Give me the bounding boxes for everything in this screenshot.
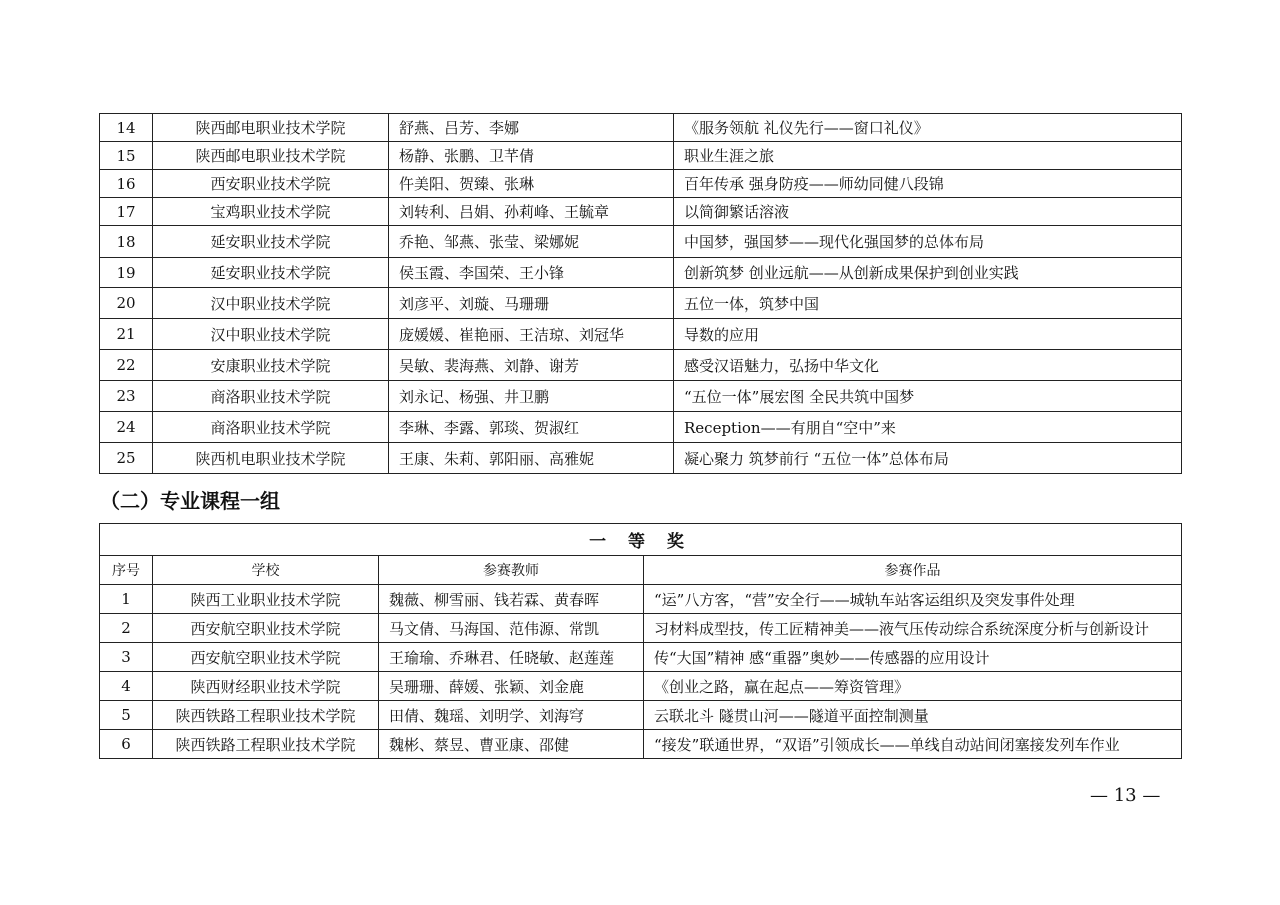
work-title-cell: 传“大国”精神 感“重器”奥妙——传感器的应用设计 — [644, 643, 1182, 672]
results-table-body — [100, 585, 1182, 759]
teachers-cell: 王瑜瑜、乔琳君、任晓敏、赵莲莲 — [379, 643, 644, 672]
teachers-cell: 侯玉霞、李国荣、王小锋 — [389, 258, 674, 288]
row-number: 15 — [100, 142, 153, 170]
work-title-cell: 凝心聚力 筑梦前行 “五位一体”总体布局 — [674, 443, 1182, 474]
school-cell: 延安职业技术学院 — [153, 258, 389, 288]
work-title-cell: 创新筑梦 创业远航——从创新成果保护到创业实践 — [674, 258, 1182, 288]
work-title-cell: 导数的应用 — [674, 319, 1182, 350]
row-number: 1 — [100, 585, 153, 614]
work-title-cell: 《服务领航 礼仪先行——窗口礼仪》 — [674, 114, 1182, 142]
work-title-cell: “五位一体”展宏图 全民共筑中国梦 — [674, 381, 1182, 412]
row-number: 3 — [100, 643, 153, 672]
table-row — [100, 319, 1182, 350]
table-row — [100, 170, 1182, 198]
teachers-cell: 魏彬、蔡昱、曹亚康、邵健 — [379, 730, 644, 759]
teachers-cell: 田倩、魏瑶、刘明学、刘海穹 — [379, 701, 644, 730]
row-number: 2 — [100, 614, 153, 643]
school-cell: 延安职业技术学院 — [153, 226, 389, 258]
school-cell: 陕西邮电职业技术学院 — [153, 142, 389, 170]
professional-course-group1-table — [99, 523, 1182, 759]
header-work: 参赛作品 — [644, 556, 1182, 585]
teachers-cell: 李琳、李露、郭琰、贺淑红 — [389, 412, 674, 443]
teachers-cell: 乔艳、邹燕、张莹、梁娜妮 — [389, 226, 674, 258]
teachers-cell: 魏薇、柳雪丽、钱若霖、黄春晖 — [379, 585, 644, 614]
teachers-cell: 庞媛媛、崔艳丽、王洁琼、刘冠华 — [389, 319, 674, 350]
work-title-cell: 云联北斗 隧贯山河——隧道平面控制测量 — [644, 701, 1182, 730]
school-cell: 陕西财经职业技术学院 — [153, 672, 379, 701]
table-row — [100, 643, 1182, 672]
school-cell: 陕西铁路工程职业技术学院 — [153, 701, 379, 730]
row-number: 25 — [100, 443, 153, 474]
work-title-cell: 感受汉语魅力，弘扬中华文化 — [674, 350, 1182, 381]
teachers-cell: 吴敏、裴海燕、刘静、谢芳 — [389, 350, 674, 381]
table-row — [100, 288, 1182, 319]
row-number: 20 — [100, 288, 153, 319]
table-row — [100, 672, 1182, 701]
row-number: 19 — [100, 258, 153, 288]
work-title-cell: “运”八方客，“营”安全行——城轨车站客运组织及突发事件处理 — [644, 585, 1182, 614]
school-cell: 陕西邮电职业技术学院 — [153, 114, 389, 142]
teachers-cell: 吴珊珊、薛媛、张颖、刘金鹿 — [379, 672, 644, 701]
table-row — [100, 198, 1182, 226]
row-number: 21 — [100, 319, 153, 350]
school-cell: 西安航空职业技术学院 — [153, 614, 379, 643]
header-school: 学校 — [153, 556, 379, 585]
row-number: 22 — [100, 350, 153, 381]
table-row — [100, 443, 1182, 474]
results-table-body — [100, 114, 1182, 474]
school-cell: 西安职业技术学院 — [153, 170, 389, 198]
table-row — [100, 701, 1182, 730]
header-num: 序号 — [100, 556, 153, 585]
teachers-cell: 刘彦平、刘璇、马珊珊 — [389, 288, 674, 319]
school-cell: 汉中职业技术学院 — [153, 288, 389, 319]
header-teachers: 参赛教师 — [379, 556, 644, 585]
teachers-cell: 舒燕、吕芳、李娜 — [389, 114, 674, 142]
school-cell: 陕西铁路工程职业技术学院 — [153, 730, 379, 759]
work-title-cell: 五位一体，筑梦中国 — [674, 288, 1182, 319]
row-number: 17 — [100, 198, 153, 226]
work-title-cell: Reception——有朋自“空中”来 — [674, 412, 1182, 443]
work-title-cell: 百年传承 强身防疫——师幼同健八段锦 — [674, 170, 1182, 198]
teachers-cell: 马文倩、马海国、范伟源、常凯 — [379, 614, 644, 643]
teachers-cell: 王康、朱莉、郭阳丽、高雅妮 — [389, 443, 674, 474]
row-number: 6 — [100, 730, 153, 759]
row-number: 16 — [100, 170, 153, 198]
table-row — [100, 114, 1182, 142]
school-cell: 商洛职业技术学院 — [153, 381, 389, 412]
section-heading: （二）专业课程一组 — [100, 489, 280, 513]
table-row — [100, 412, 1182, 443]
table-row — [100, 585, 1182, 614]
row-number: 14 — [100, 114, 153, 142]
table-row — [100, 614, 1182, 643]
work-title-cell: “接发”联通世界，“双语”引领成长——单线自动站间闭塞接发列车作业 — [644, 730, 1182, 759]
row-number: 4 — [100, 672, 153, 701]
row-number: 5 — [100, 701, 153, 730]
table-header-row — [100, 556, 1182, 585]
table-row — [100, 226, 1182, 258]
table-row — [100, 381, 1182, 412]
school-cell: 商洛职业技术学院 — [153, 412, 389, 443]
table-row — [100, 350, 1182, 381]
school-cell: 陕西工业职业技术学院 — [153, 585, 379, 614]
row-number: 24 — [100, 412, 153, 443]
school-cell: 宝鸡职业技术学院 — [153, 198, 389, 226]
award-title: 一 等 奖 — [100, 524, 1182, 556]
page-number: — 13 — — [1090, 785, 1161, 806]
table-row — [100, 258, 1182, 288]
school-cell: 汉中职业技术学院 — [153, 319, 389, 350]
teachers-cell: 仵美阳、贺臻、张琳 — [389, 170, 674, 198]
work-title-cell: 习材料成型技，传工匠精神美——液气压传动综合系统深度分析与创新设计 — [644, 614, 1182, 643]
work-title-cell: 中国梦，强国梦——现代化强国梦的总体布局 — [674, 226, 1182, 258]
row-number: 18 — [100, 226, 153, 258]
teachers-cell: 刘永记、杨强、井卫鹏 — [389, 381, 674, 412]
work-title-cell: 以简御繁话溶液 — [674, 198, 1182, 226]
teachers-cell: 刘转利、吕娟、孙莉峰、王毓章 — [389, 198, 674, 226]
teachers-cell: 杨静、张鹏、卫芊倩 — [389, 142, 674, 170]
results-table-continued — [99, 113, 1182, 474]
table-row — [100, 142, 1182, 170]
school-cell: 西安航空职业技术学院 — [153, 643, 379, 672]
work-title-cell: 《创业之路，赢在起点——筹资管理》 — [644, 672, 1182, 701]
school-cell: 安康职业技术学院 — [153, 350, 389, 381]
school-cell: 陕西机电职业技术学院 — [153, 443, 389, 474]
work-title-cell: 职业生涯之旅 — [674, 142, 1182, 170]
row-number: 23 — [100, 381, 153, 412]
table-row — [100, 730, 1182, 759]
